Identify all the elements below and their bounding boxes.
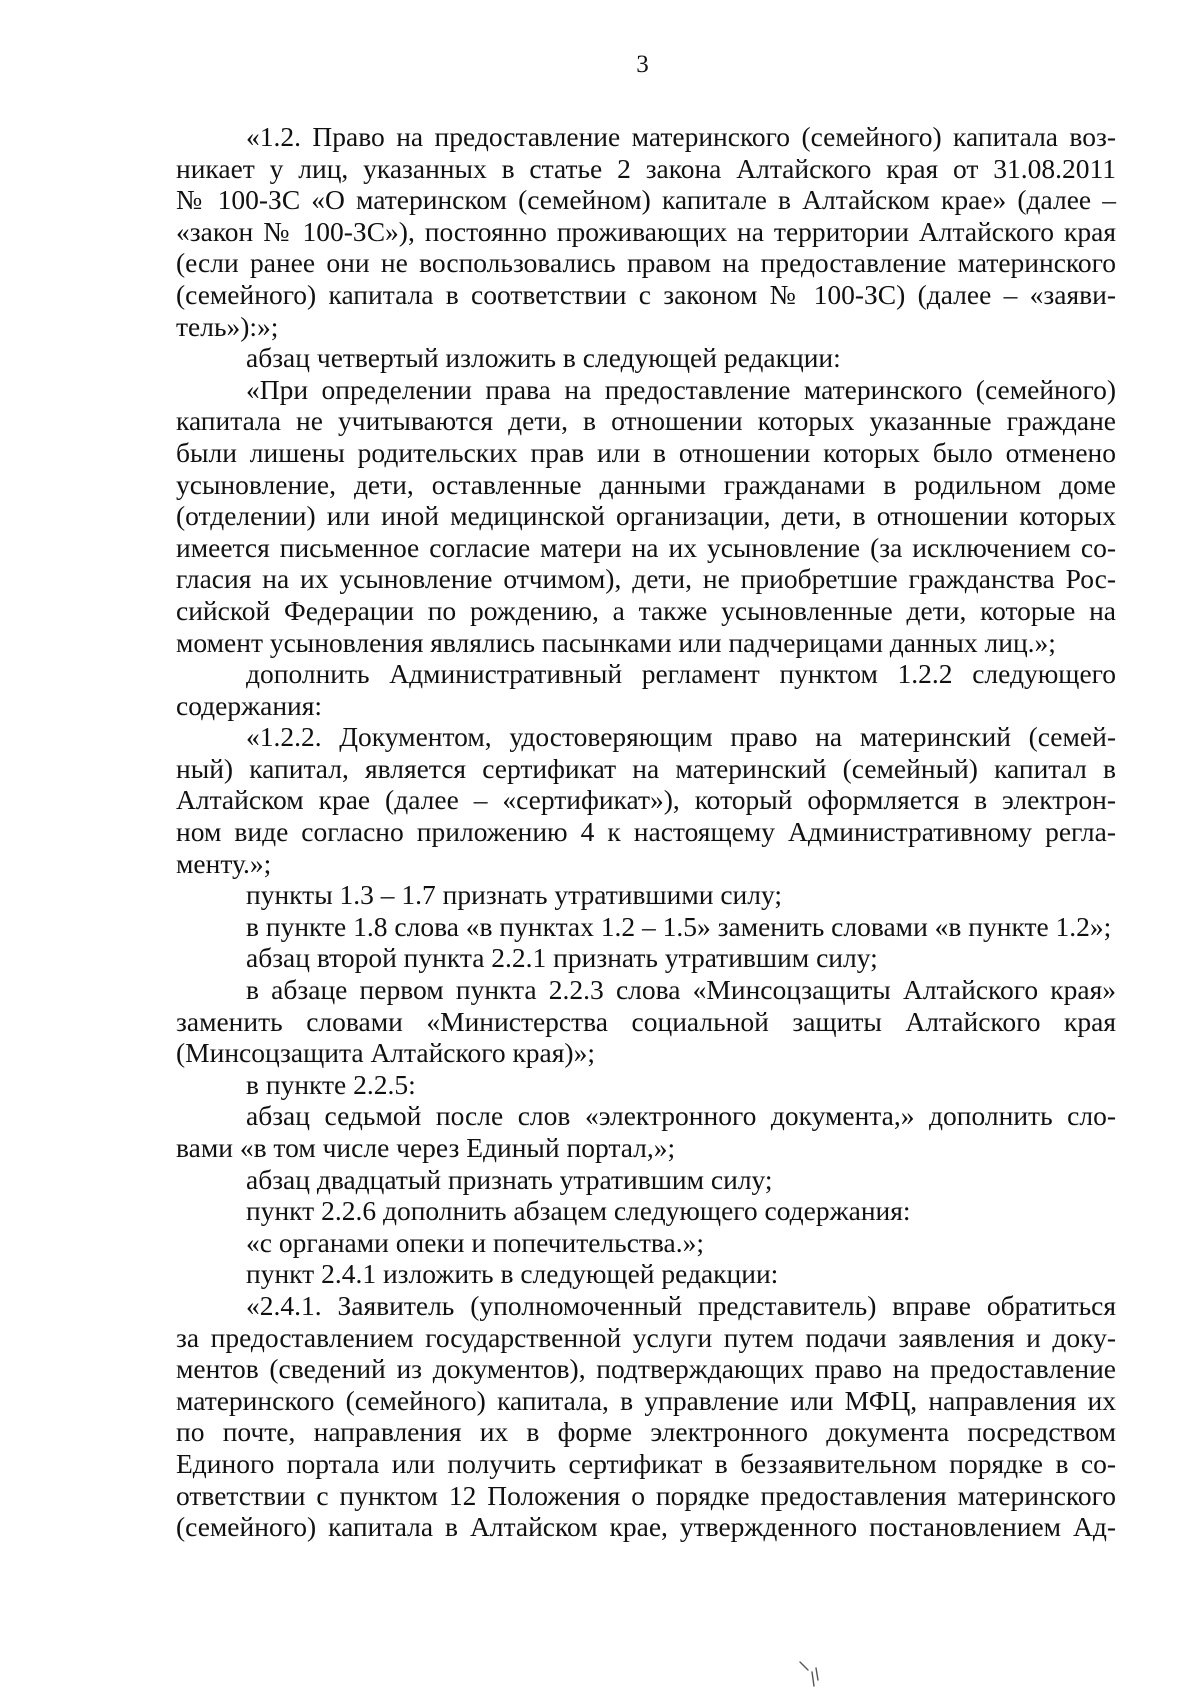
paragraph-line: ментов (сведений из документов), подтверждающих право на предоставление (176, 1353, 1116, 1385)
paragraph-line: никает у лиц, указанных в статье 2 закона Алтайского края от 31.08.2011 (176, 152, 1116, 184)
paragraph-line: имеется письменное согласие матери на их усыновление (за исключением со- (176, 531, 1116, 563)
document-body (176, 121, 1116, 1543)
paragraph-line: по почте, направления их в форме электронного документа посредством (176, 1416, 1116, 1448)
paragraph: «1.2. Право на предоставление материнского (семейного) капитала воз- (246, 121, 1116, 152)
paragraph-line: (Минсоцзащита Алтайского края)»; (176, 1037, 595, 1069)
paragraph: пункты 1.3 – 1.7 признать утратившими силу; (246, 879, 782, 911)
paragraph: «2.4.1. Заявитель (уполномоченный представитель) вправе обратиться (246, 1289, 1116, 1321)
paragraph-line: № 100-ЗС «О материнском (семейном) капитале в Алтайском крае» (далее – (176, 184, 1116, 216)
paragraph: «1.2.2. Документом, удостоверяющим право на материнский (семей- (246, 721, 1116, 753)
paragraph-line: (отделении) или иной медицинской организации, дети, в отношении которых (176, 500, 1116, 532)
paragraph-line: гласия на их усыновление отчимом), дети, не приобретшие гражданства Рос- (176, 563, 1116, 595)
paragraph: абзац второй пункта 2.2.1 признать утратившим силу; (246, 942, 878, 974)
paragraph: «При определении права на предоставление материнского (семейного) (246, 373, 1116, 405)
paragraph-line: сийской Федерации по рождению, а также усыновленные дети, которые на (176, 594, 1116, 626)
paragraph-line: ном виде согласно приложению 4 к настоящему Административному регла- (176, 816, 1116, 848)
paragraph-line: ный) капитал, является сертификат на материнский (семейный) капитал в (176, 752, 1116, 784)
paragraph-line: за предоставлением государственной услуги путем подачи заявления и доку- (176, 1321, 1116, 1353)
paragraph: в абзаце первом пункта 2.2.3 слова «Минсоцзащиты Алтайского края» (246, 974, 1116, 1006)
paragraph-line: ответствии с пунктом 12 Положения о порядке предоставления материнского (176, 1479, 1116, 1511)
paragraph-line: усыновление, дети, оставленные данными гражданами в родильном доме (176, 468, 1116, 500)
paragraph-line: были лишены родительских прав или в отношении которых было отменено (176, 436, 1116, 468)
paragraph: пункт 2.2.6 дополнить абзацем следующего содержания: (246, 1195, 911, 1227)
page-number: 3 (636, 51, 649, 78)
paragraph-line: Единого портала или получить сертификат в беззаявительном порядке в со- (176, 1447, 1116, 1479)
paragraph-line: заменить словами «Министерства социальной защиты Алтайского края (176, 1005, 1116, 1037)
paragraph: абзац четвертый изложить в следующей редакции: (246, 342, 841, 374)
paragraph: дополнить Административный регламент пунктом 1.2.2 следующего (246, 658, 1116, 690)
paragraph: «с органами опеки и попечительства.»; (246, 1226, 705, 1258)
paragraph-line: (семейного) капитала в Алтайском крае, утвержденного постановлением Ад- (176, 1511, 1116, 1543)
paragraph-line: «закон № 100-ЗС»), постоянно проживающих на территории Алтайского края (176, 215, 1116, 247)
paragraph: пункт 2.4.1 изложить в следующей редакции: (246, 1258, 779, 1290)
scan-artifact-mark (798, 1660, 822, 1688)
paragraph: в пункте 1.8 слова «в пунктах 1.2 – 1.5» заменить словами «в пункте 1.2»; (246, 910, 1112, 942)
paragraph: абзац седьмой после слов «электронного документа,» дополнить сло- (246, 1100, 1116, 1132)
paragraph-line: Алтайском крае (далее – «сертификат»), который оформляется в электрон- (176, 784, 1116, 816)
paragraph-line: менту.»; (176, 847, 272, 879)
paragraph-line: капитала не учитываются дети, в отношении которых указанные граждане (176, 405, 1116, 437)
paragraph-line: момент усыновления являлись пасынками или падчерицами данных лиц.»; (176, 626, 1056, 658)
paragraph-line: тель»):»; (176, 310, 279, 342)
paragraph-line: (семейного) капитала в соответствии с законом № 100-ЗС) (далее – «заяви- (176, 278, 1116, 310)
paragraph: в пункте 2.2.5: (246, 1068, 416, 1100)
paragraph: абзац двадцатый признать утратившим силу; (246, 1163, 773, 1195)
paragraph-line: содержания: (176, 689, 323, 721)
paragraph-line: (если ранее они не воспользовались правом на предоставление материнского (176, 247, 1116, 279)
paragraph-line: материнского (семейного) капитала, в управление или МФЦ, направления их (176, 1384, 1116, 1416)
paragraph-line: вами «в том числе через Единый портал,»; (176, 1132, 676, 1163)
